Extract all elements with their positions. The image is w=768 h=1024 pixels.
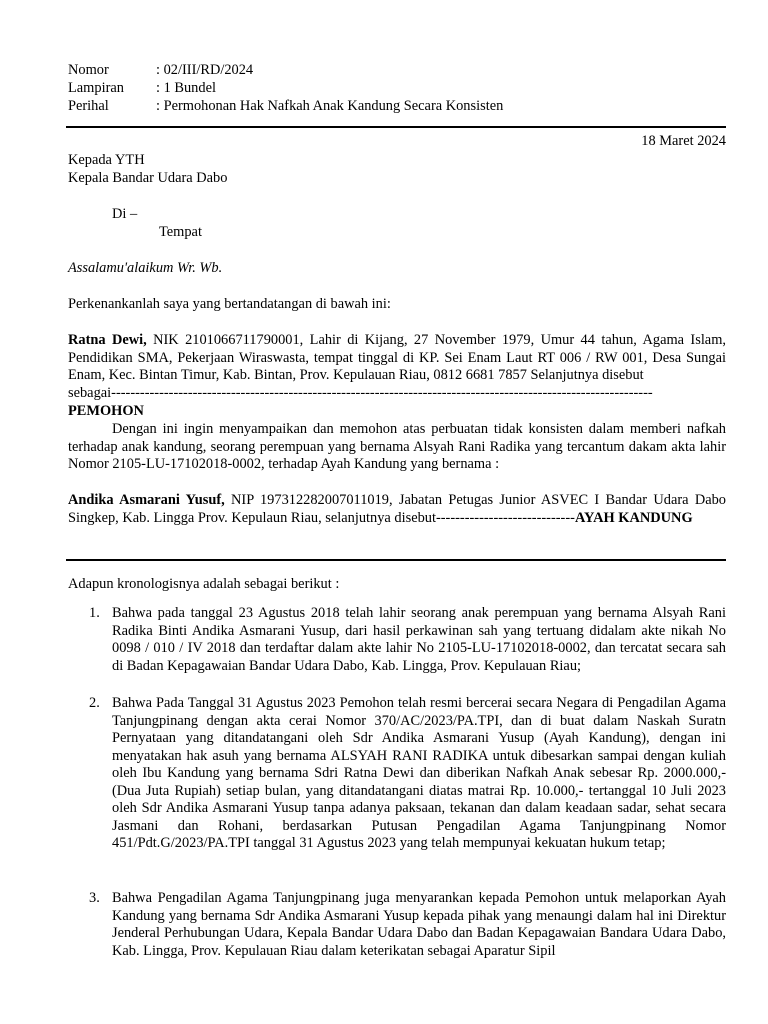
pemohon-name: Ratna Dewi, xyxy=(68,332,147,348)
recipient-tempat: Tempat xyxy=(159,224,202,240)
perihal-value: : Permohonan Hak Nafkah Anak Kandung Secara Konsisten xyxy=(156,98,504,114)
ayah-label-part2: KANDUNG xyxy=(618,509,693,526)
item-1-text: Bahwa pada tanggal 23 Agustus 2018 telah lahir seorang anak perempuan yang bernama Alsyah Rani Radika Binti Andika Asmarani Yusup, dari hasil perkawinan sah yang tertuang didalam akte nikah No 0098 / 010 / IV 2018 dan terdaftar dalam akte lahir No 2105-LU-17102018-0002, dan tercatat secara sah di Badan Kepagawaian Bandar Udara Dabo, Kab. Lingga, Prov. Kepulauan Riau; xyxy=(112,605,726,674)
pemohon-sebagai-line: sebagai----------------------------------------------------------------------------------------------------------------- xyxy=(68,385,653,401)
greeting xyxy=(68,260,222,278)
recipient-line-1: Kepada YTH xyxy=(68,152,145,168)
pemohon-paragraph xyxy=(68,332,726,384)
perihal-label: Perihal xyxy=(68,98,109,114)
nomor-value: : 02/III/RD/2024 xyxy=(156,62,254,78)
pemohon-label xyxy=(68,403,144,421)
intro-text: Perkenankanlah saya yang bertandatangan di bawah ini: xyxy=(68,296,391,312)
item-3-number: 3. xyxy=(89,890,100,906)
ayah-details: NIP 197312282007011019, Jabatan Petugas Junior ASVEC I Bandar Udara Dabo Singkep, Kab. Lingga Prov. Kepulaun Riau, selanjutnya disebut----------------------------- xyxy=(68,492,726,526)
ayah-paragraph xyxy=(68,492,726,527)
item-3-text: Bahwa Pengadilan Agama Tanjungpinang juga menyarankan kepada Pemohon untuk melaporkan Ayah Kandung yang bernama Sdr Andika Asmarani Yusup kepada pihak yang menaungi dalam hal ini Direktur Jenderal Perhubungan Udara, Kepala Bandar Udara Dabo dan Badan Kepagawaian Bandara Udara Dabo, Kab. Lingga, Prov. Kepulauan Riau dalam keterikatan sebagai Aparatur Sipil xyxy=(112,890,726,959)
recipient-di: Di – xyxy=(112,206,138,222)
header-divider xyxy=(66,126,726,128)
pemohon-label-text: PEMOHON xyxy=(68,403,144,419)
item-1-number: 1. xyxy=(89,605,100,621)
item-2-text: Bahwa Pada Tanggal 31 Agustus 2023 Pemohon telah resmi bercerai secara Negara di Pengadilan Agama Tanjungpinang dengan akta cerai Nomor 370/AC/2023/PA.TPI, dan di buat dalam Naskah Suratn Pernyataan yang ditandatangani oleh Sdr Andika Asmarani Yusup (Ayah Kandung), dengan ini menyatakan hak asuh yang bernama ALSYAH RANI RADIKA untuk dibesarkan sampai dengan kuliah oleh Ibu Kandung yang bernama Sdri Ratna Dewi dan diberikan Nafkah Anak sebesar Rp. 2000.000,- (Dua Juta Rupiah) setiap bulan, yang ditandatangani diatas matrai Rp. 10.000,- tertanggal 10 Juli 2023 oleh Sdr Andika Asmarani Yusup tanpa adanya paksaan, tekanan dan dalam keadaan sadar, sehat secara Jasmani dan Rohani, berdasarkan Putusan Pengadilan Agama Tanjungpinang Nomor 451/Pdt.G/2023/PA.TPI tanggal 31 Agustus 2023 yang telah mempunyai kekuatan hukum tetap; xyxy=(112,695,726,851)
ayah-name: Andika Asmarani Yusuf, xyxy=(68,492,225,508)
section-divider xyxy=(66,559,726,561)
letter-date: 18 Maret 2024 xyxy=(641,133,726,149)
lampiran-value: : 1 Bundel xyxy=(156,80,216,96)
ayah-label-part1: AYAH xyxy=(574,509,615,526)
nomor-label: Nomor xyxy=(68,62,109,78)
pemohon-details: NIK 2101066711790001, Lahir di Kijang, 27 November 1979, Umur 44 tahun, Agama Islam, Pendidikan SMA, Pekerjaan Wiraswasta, tempat tinggal di KP. Sei Enam Laut RT 006 / RW 001, Desa Sungai Enam, Kec. Bintan Timur, Kab. Bintan, Prov. Kepulauan Riau, 0812 6681 7857 Selanjutnya disebut xyxy=(68,332,726,383)
recipient-line-2: Kepala Bandar Udara Dabo xyxy=(68,170,228,186)
chronology-intro: Adapun kronologisnya adalah sebagai berikut : xyxy=(68,576,340,592)
greeting-text: Assalamu'alaikum Wr. Wb. xyxy=(68,260,223,276)
request-paragraph: Dengan ini ingin menyampaikan dan memohon atas perbuatan tidak konsisten dalam memberi nafkah terhadap anak kandung, seorang perempuan yang bernama Alsyah Rani Radika yang tercantum dakam akta lahir Nomor 2105-LU-17102018-0002, terhadap Ayah Kandung yang bernama : xyxy=(68,421,726,472)
lampiran-label: Lampiran xyxy=(68,80,124,96)
item-2-number: 2. xyxy=(89,695,100,711)
